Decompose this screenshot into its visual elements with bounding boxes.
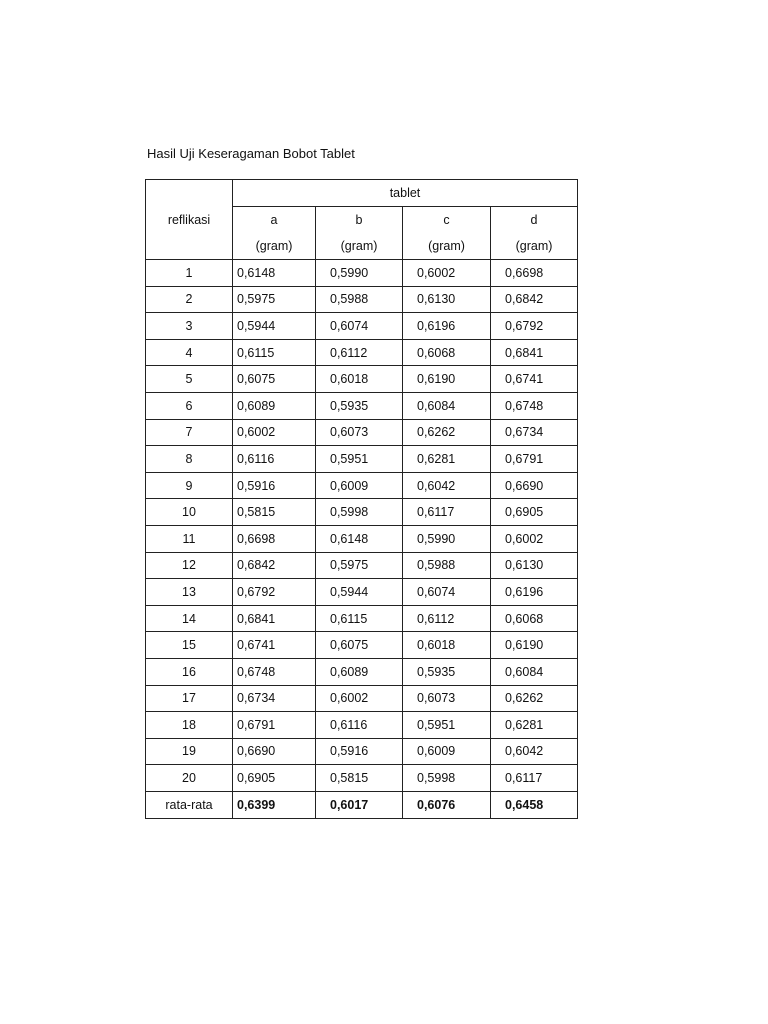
weight-cell-b: 0,6075 <box>316 632 403 659</box>
average-cell-a: 0,6399 <box>233 791 316 818</box>
column-unit-d: (gram) <box>491 233 578 260</box>
weight-cell-a: 0,6115 <box>233 339 316 366</box>
weight-cell-c: 0,6018 <box>403 632 491 659</box>
table-row <box>146 525 578 552</box>
weight-cell-b: 0,6002 <box>316 685 403 712</box>
weight-cell-a: 0,6841 <box>233 605 316 632</box>
replication-number: 19 <box>146 738 233 765</box>
column-letter-c: c <box>403 207 491 234</box>
weight-cell-a: 0,6075 <box>233 366 316 393</box>
weight-cell-d: 0,6281 <box>491 712 578 739</box>
weight-cell-c: 0,6068 <box>403 339 491 366</box>
weight-cell-a: 0,6791 <box>233 712 316 739</box>
table-row <box>146 339 578 366</box>
weight-cell-c: 0,6009 <box>403 738 491 765</box>
table-row <box>146 313 578 340</box>
average-cell-d: 0,6458 <box>491 791 578 818</box>
weight-cell-c: 0,6084 <box>403 392 491 419</box>
average-row <box>146 791 578 818</box>
header-row-letters <box>146 207 578 234</box>
table-row <box>146 392 578 419</box>
table-row <box>146 499 578 526</box>
table-row <box>146 552 578 579</box>
weight-cell-a: 0,5975 <box>233 286 316 313</box>
table-row <box>146 765 578 792</box>
weight-cell-b: 0,6074 <box>316 313 403 340</box>
table-row <box>146 712 578 739</box>
replication-number: 12 <box>146 552 233 579</box>
average-label: rata-rata <box>146 791 233 818</box>
weight-cell-b: 0,5935 <box>316 392 403 419</box>
weight-cell-b: 0,6073 <box>316 419 403 446</box>
weight-cell-d: 0,6690 <box>491 472 578 499</box>
column-letter-d: d <box>491 207 578 234</box>
column-letter-a: a <box>233 207 316 234</box>
weight-cell-d: 0,6117 <box>491 765 578 792</box>
weight-cell-c: 0,6074 <box>403 579 491 606</box>
weight-cell-d: 0,6698 <box>491 260 578 287</box>
weight-cell-c: 0,6112 <box>403 605 491 632</box>
row-header-cell <box>146 180 233 207</box>
column-unit-a: (gram) <box>233 233 316 260</box>
weight-cell-a: 0,5944 <box>233 313 316 340</box>
weight-cell-b: 0,6018 <box>316 366 403 393</box>
weight-cell-c: 0,6281 <box>403 446 491 473</box>
weight-cell-c: 0,5951 <box>403 712 491 739</box>
weight-cell-a: 0,6116 <box>233 446 316 473</box>
weight-cell-c: 0,5998 <box>403 765 491 792</box>
replication-number: 16 <box>146 658 233 685</box>
weight-cell-d: 0,6734 <box>491 419 578 446</box>
weight-cell-d: 0,6791 <box>491 446 578 473</box>
weight-cell-a: 0,6842 <box>233 552 316 579</box>
replication-number: 1 <box>146 260 233 287</box>
replication-number: 20 <box>146 765 233 792</box>
replication-number: 5 <box>146 366 233 393</box>
header-row-units <box>146 233 578 260</box>
weight-cell-d: 0,6084 <box>491 658 578 685</box>
weight-cell-d: 0,6042 <box>491 738 578 765</box>
weight-cell-c: 0,6190 <box>403 366 491 393</box>
replication-number: 13 <box>146 579 233 606</box>
table-row <box>146 658 578 685</box>
row-header-label: reflikasi <box>146 207 233 234</box>
weight-cell-b: 0,6089 <box>316 658 403 685</box>
document-title: Hasil Uji Keseragaman Bobot Tablet <box>147 146 355 161</box>
weight-cell-d: 0,6741 <box>491 366 578 393</box>
weight-cell-b: 0,6148 <box>316 525 403 552</box>
weight-cell-a: 0,6148 <box>233 260 316 287</box>
weight-cell-d: 0,6190 <box>491 632 578 659</box>
weight-cell-b: 0,5988 <box>316 286 403 313</box>
weight-cell-b: 0,6009 <box>316 472 403 499</box>
table-row <box>146 738 578 765</box>
replication-number: 11 <box>146 525 233 552</box>
weight-cell-d: 0,6068 <box>491 605 578 632</box>
weight-cell-a: 0,6741 <box>233 632 316 659</box>
weight-cell-a: 0,5916 <box>233 472 316 499</box>
table-row <box>146 472 578 499</box>
column-letter-b: b <box>316 207 403 234</box>
weight-cell-c: 0,5988 <box>403 552 491 579</box>
weight-cell-b: 0,5990 <box>316 260 403 287</box>
column-unit-c: (gram) <box>403 233 491 260</box>
replication-number: 17 <box>146 685 233 712</box>
weight-cell-d: 0,6905 <box>491 499 578 526</box>
weight-cell-d: 0,6196 <box>491 579 578 606</box>
table-row <box>146 605 578 632</box>
weight-cell-a: 0,6089 <box>233 392 316 419</box>
weight-cell-a: 0,5815 <box>233 499 316 526</box>
weight-cell-c: 0,6130 <box>403 286 491 313</box>
table-row <box>146 419 578 446</box>
table-row <box>146 446 578 473</box>
weight-cell-a: 0,6792 <box>233 579 316 606</box>
weight-cell-c: 0,6196 <box>403 313 491 340</box>
replication-number: 10 <box>146 499 233 526</box>
weight-cell-d: 0,6002 <box>491 525 578 552</box>
table-row <box>146 260 578 287</box>
replication-number: 3 <box>146 313 233 340</box>
weight-cell-b: 0,5916 <box>316 738 403 765</box>
header-row-group <box>146 180 578 207</box>
weight-cell-b: 0,5975 <box>316 552 403 579</box>
weight-cell-a: 0,6748 <box>233 658 316 685</box>
average-cell-c: 0,6076 <box>403 791 491 818</box>
replication-number: 15 <box>146 632 233 659</box>
average-cell-b: 0,6017 <box>316 791 403 818</box>
weight-cell-b: 0,6112 <box>316 339 403 366</box>
weight-cell-a: 0,6698 <box>233 525 316 552</box>
table-row <box>146 685 578 712</box>
weight-cell-a: 0,6002 <box>233 419 316 446</box>
weight-cell-c: 0,6117 <box>403 499 491 526</box>
weight-cell-b: 0,5944 <box>316 579 403 606</box>
table-row <box>146 286 578 313</box>
replication-number: 9 <box>146 472 233 499</box>
table-row <box>146 632 578 659</box>
weight-cell-d: 0,6842 <box>491 286 578 313</box>
replication-number: 18 <box>146 712 233 739</box>
replication-number: 14 <box>146 605 233 632</box>
row-header-spacer <box>146 233 233 260</box>
weight-cell-d: 0,6792 <box>491 313 578 340</box>
table-row <box>146 366 578 393</box>
weight-cell-b: 0,5951 <box>316 446 403 473</box>
weight-cell-d: 0,6130 <box>491 552 578 579</box>
replication-number: 4 <box>146 339 233 366</box>
replication-number: 8 <box>146 446 233 473</box>
weight-cell-d: 0,6841 <box>491 339 578 366</box>
replication-number: 6 <box>146 392 233 419</box>
weight-cell-b: 0,6116 <box>316 712 403 739</box>
weight-cell-a: 0,6690 <box>233 738 316 765</box>
table-row <box>146 579 578 606</box>
weight-cell-c: 0,5990 <box>403 525 491 552</box>
weight-cell-d: 0,6748 <box>491 392 578 419</box>
weight-cell-b: 0,6115 <box>316 605 403 632</box>
weight-cell-d: 0,6262 <box>491 685 578 712</box>
weight-cell-c: 0,6073 <box>403 685 491 712</box>
replication-number: 2 <box>146 286 233 313</box>
weight-cell-a: 0,6905 <box>233 765 316 792</box>
weight-cell-a: 0,6734 <box>233 685 316 712</box>
column-unit-b: (gram) <box>316 233 403 260</box>
tablet-group-header: tablet <box>233 180 578 207</box>
weight-cell-c: 0,5935 <box>403 658 491 685</box>
weight-uniformity-table <box>145 179 578 819</box>
weight-cell-c: 0,6262 <box>403 419 491 446</box>
weight-cell-b: 0,5998 <box>316 499 403 526</box>
weight-cell-c: 0,6002 <box>403 260 491 287</box>
weight-cell-c: 0,6042 <box>403 472 491 499</box>
replication-number: 7 <box>146 419 233 446</box>
weight-cell-b: 0,5815 <box>316 765 403 792</box>
